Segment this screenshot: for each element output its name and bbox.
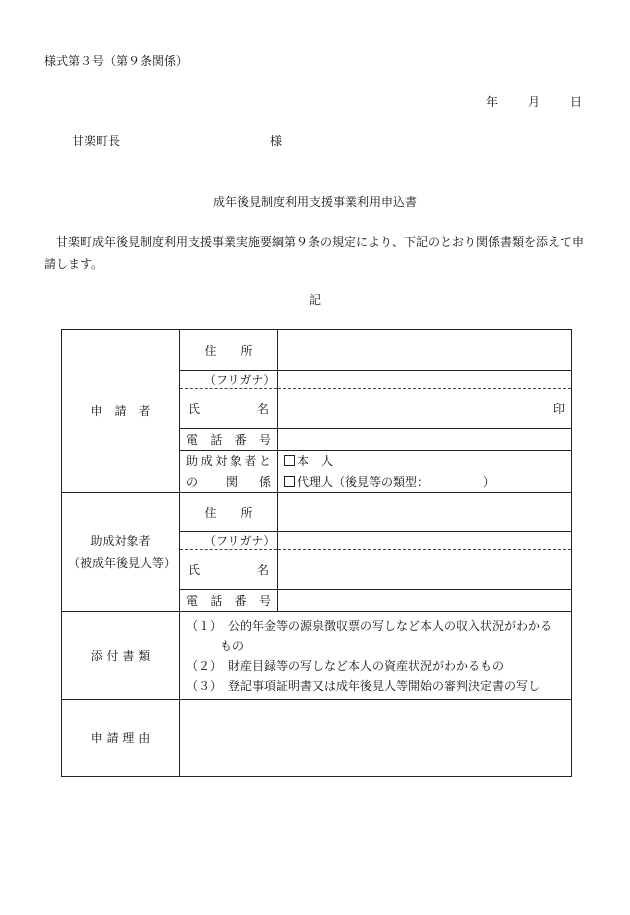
- subject-address-field[interactable]: [278, 493, 572, 532]
- option-agent-label: 代理人（後見等の類型： ）: [297, 474, 496, 489]
- attachment-item: （３） 登記事項証明書又は成年後見人等開始の審判決定書の写し: [186, 678, 541, 693]
- attachments-list: [180, 612, 572, 700]
- applicant-name-field[interactable]: [278, 389, 572, 429]
- date-line: [468, 93, 582, 110]
- relation-label-line2: [180, 471, 278, 493]
- reason-section-label: 申 請 理 由: [62, 700, 180, 777]
- relation-label-kan: 関: [226, 474, 239, 489]
- applicant-furigana-label: （フリガナ）: [180, 371, 278, 389]
- application-statement: 甘楽町成年後見制度利用支援事業実施要綱第９条の規定により、下記のとおり関係書類を添えて申請します。: [44, 235, 585, 271]
- relation-option-self[interactable]: [278, 451, 572, 471]
- attachment-item: （１） 公的年金等の源泉徴収票の写しなど本人の収入状況がわかる: [186, 618, 553, 633]
- subject-phone-field[interactable]: [278, 590, 572, 612]
- application-table: [61, 329, 572, 777]
- reason-field[interactable]: [180, 700, 572, 777]
- seal-mark: 印: [552, 402, 565, 416]
- date-month-label: 月: [527, 95, 540, 109]
- addressee-line: [72, 132, 282, 149]
- subject-furigana-field[interactable]: [278, 532, 572, 550]
- form-title: 成年後見制度利用支援事業利用申込書: [212, 195, 417, 209]
- subject-phone-label: 電 話 番 号: [180, 590, 278, 612]
- checkbox-self[interactable]: [284, 455, 295, 466]
- applicant-phone-field[interactable]: [278, 429, 572, 451]
- option-self-label: 本 人: [297, 454, 334, 469]
- form-number: 様式第３号（第９条関係）: [44, 54, 189, 68]
- name-label-first: 氏: [188, 402, 201, 416]
- attachments-section-label: 添 付 書 類: [62, 612, 180, 700]
- subject-label-line2: （被成年後見人等）: [68, 556, 177, 570]
- attachment-item: （２） 財産目録等の写しなど本人の資産状況がわかるもの: [186, 658, 505, 673]
- applicant-section-label: 申 請 者: [62, 330, 180, 493]
- subject-address-label: 住 所: [180, 493, 278, 532]
- relation-label-no: の: [186, 474, 199, 489]
- addressee-honorific: 様: [270, 134, 283, 148]
- date-day-label: 日: [569, 95, 582, 109]
- name-label-second: 名: [256, 402, 269, 416]
- applicant-address-label: 住 所: [180, 330, 278, 371]
- subject-label-line1: 助成対象者: [90, 534, 151, 548]
- applicant-name-label: [180, 389, 278, 429]
- ki-heading: 記: [308, 293, 321, 307]
- addressee-name: 甘楽町長: [72, 134, 121, 148]
- relation-option-agent[interactable]: [278, 471, 572, 493]
- subject-name-label: [180, 550, 278, 590]
- date-year-label: 年: [485, 95, 498, 109]
- subject-name-label-first: 氏: [188, 563, 201, 577]
- subject-name-label-second: 名: [256, 563, 269, 577]
- relation-label-kei: 係: [258, 474, 271, 489]
- checkbox-agent[interactable]: [284, 476, 295, 487]
- applicant-furigana-field[interactable]: [278, 371, 572, 389]
- subject-furigana-label: （フリガナ）: [180, 532, 278, 550]
- subject-section-label: [62, 493, 180, 612]
- applicant-phone-label: 電 話 番 号: [180, 429, 278, 451]
- subject-name-field[interactable]: [278, 550, 572, 590]
- attachment-item-continued: もの: [220, 638, 245, 653]
- relation-label-line1: 助成対象者と: [180, 451, 278, 471]
- applicant-address-field[interactable]: [278, 330, 572, 371]
